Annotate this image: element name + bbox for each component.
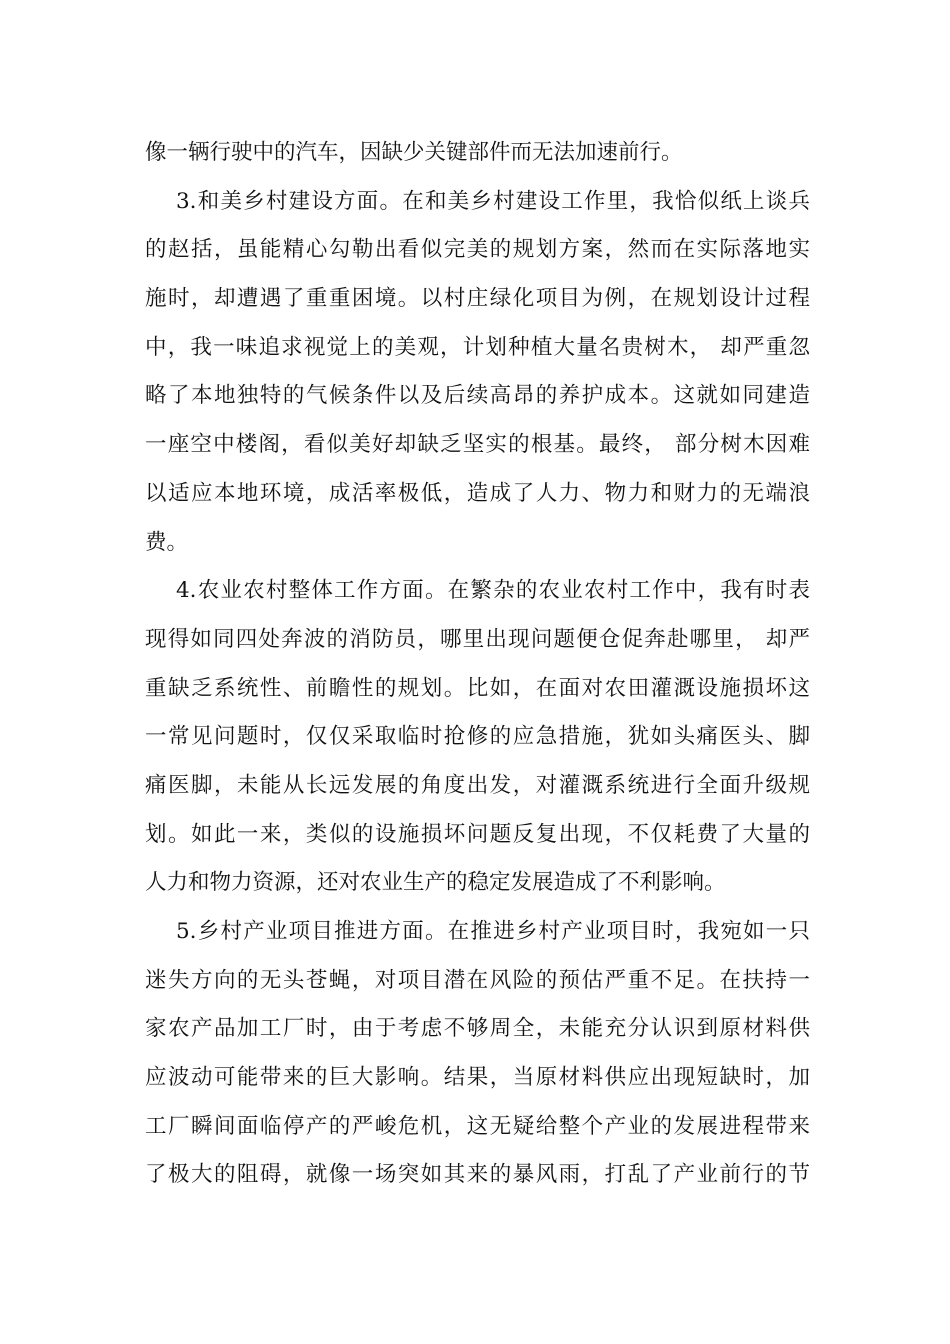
section-5-heading-line: 5.乡村产业项目推进方面。在推进乡村产业项目时，我宛如一只	[176, 919, 810, 944]
text-line: 应波动可能带来的巨大影响。结果，当原材料供应出现短缺时，加	[145, 1065, 810, 1091]
text-line: 的赵括，虽能精心勾勒出看似完美的规划方案，然而在实际落地实	[145, 237, 810, 263]
text-line: 痛医脚，未能从长远发展的角度出发，对灌溉系统进行全面升级规	[145, 772, 810, 798]
text-line: 划。如此一来，类似的设施损坏问题反复出现，不仅耗费了大量的	[145, 821, 810, 847]
text-line: 工厂瞬间面临停产的严峻危机，这无疑给整个产业的发展进程带来	[145, 1113, 810, 1139]
text-line: 重缺乏系统性、前瞻性的规划。比如，在面对农田灌溉设施损坏这	[145, 675, 810, 701]
text-line: 迷失方向的无头苍蝇，对项目潜在风险的预估严重不足。在扶持一	[145, 967, 810, 993]
text-line: 人力和物力资源，还对农业生产的稳定发展造成了不利影响。	[145, 870, 726, 896]
text-line: 家农产品加工厂时，由于考虑不够周全，未能充分认识到原材料供	[145, 1016, 810, 1042]
text-line: 施时，却遭遇了重重困境。以村庄绿化项目为例，在规划设计过程	[145, 286, 810, 312]
text-line: 一常见问题时，仅仅采取临时抢修的应急措施，犹如头痛医头、脚	[145, 724, 810, 750]
text-line: 以适应本地环境，成活率极低，造成了人力、物力和财力的无端浪	[145, 480, 810, 506]
text-line: 了极大的阻碍，就像一场突如其来的暴风雨，打乱了产业前行的节	[145, 1162, 810, 1188]
text-line: 费。	[145, 529, 189, 555]
text-line: 现得如同四处奔波的消防员，哪里出现问题便仓促奔赴哪里， 却严	[145, 626, 810, 652]
text-line: 一座空中楼阁，看似美好却缺乏坚实的根基。最终， 部分树木因难	[145, 432, 810, 458]
text-line: 像一辆行驶中的汽车，因缺少关键部件而无法加速前行。	[145, 140, 683, 165]
text-line: 中，我一味追求视觉上的美观，计划种植大量名贵树木， 却严重忽	[145, 334, 810, 360]
document-page	[145, 129, 810, 1200]
text-line: 略了本地独特的气候条件以及后续高昂的养护成本。这就如同建造	[145, 383, 810, 409]
section-4-heading-line: 4.农业农村整体工作方面。在繁杂的农业农村工作中，我有时表	[176, 578, 810, 604]
section-3-heading-line: 3.和美乡村建设方面。在和美乡村建设工作里，我恰似纸上谈兵	[176, 188, 810, 214]
